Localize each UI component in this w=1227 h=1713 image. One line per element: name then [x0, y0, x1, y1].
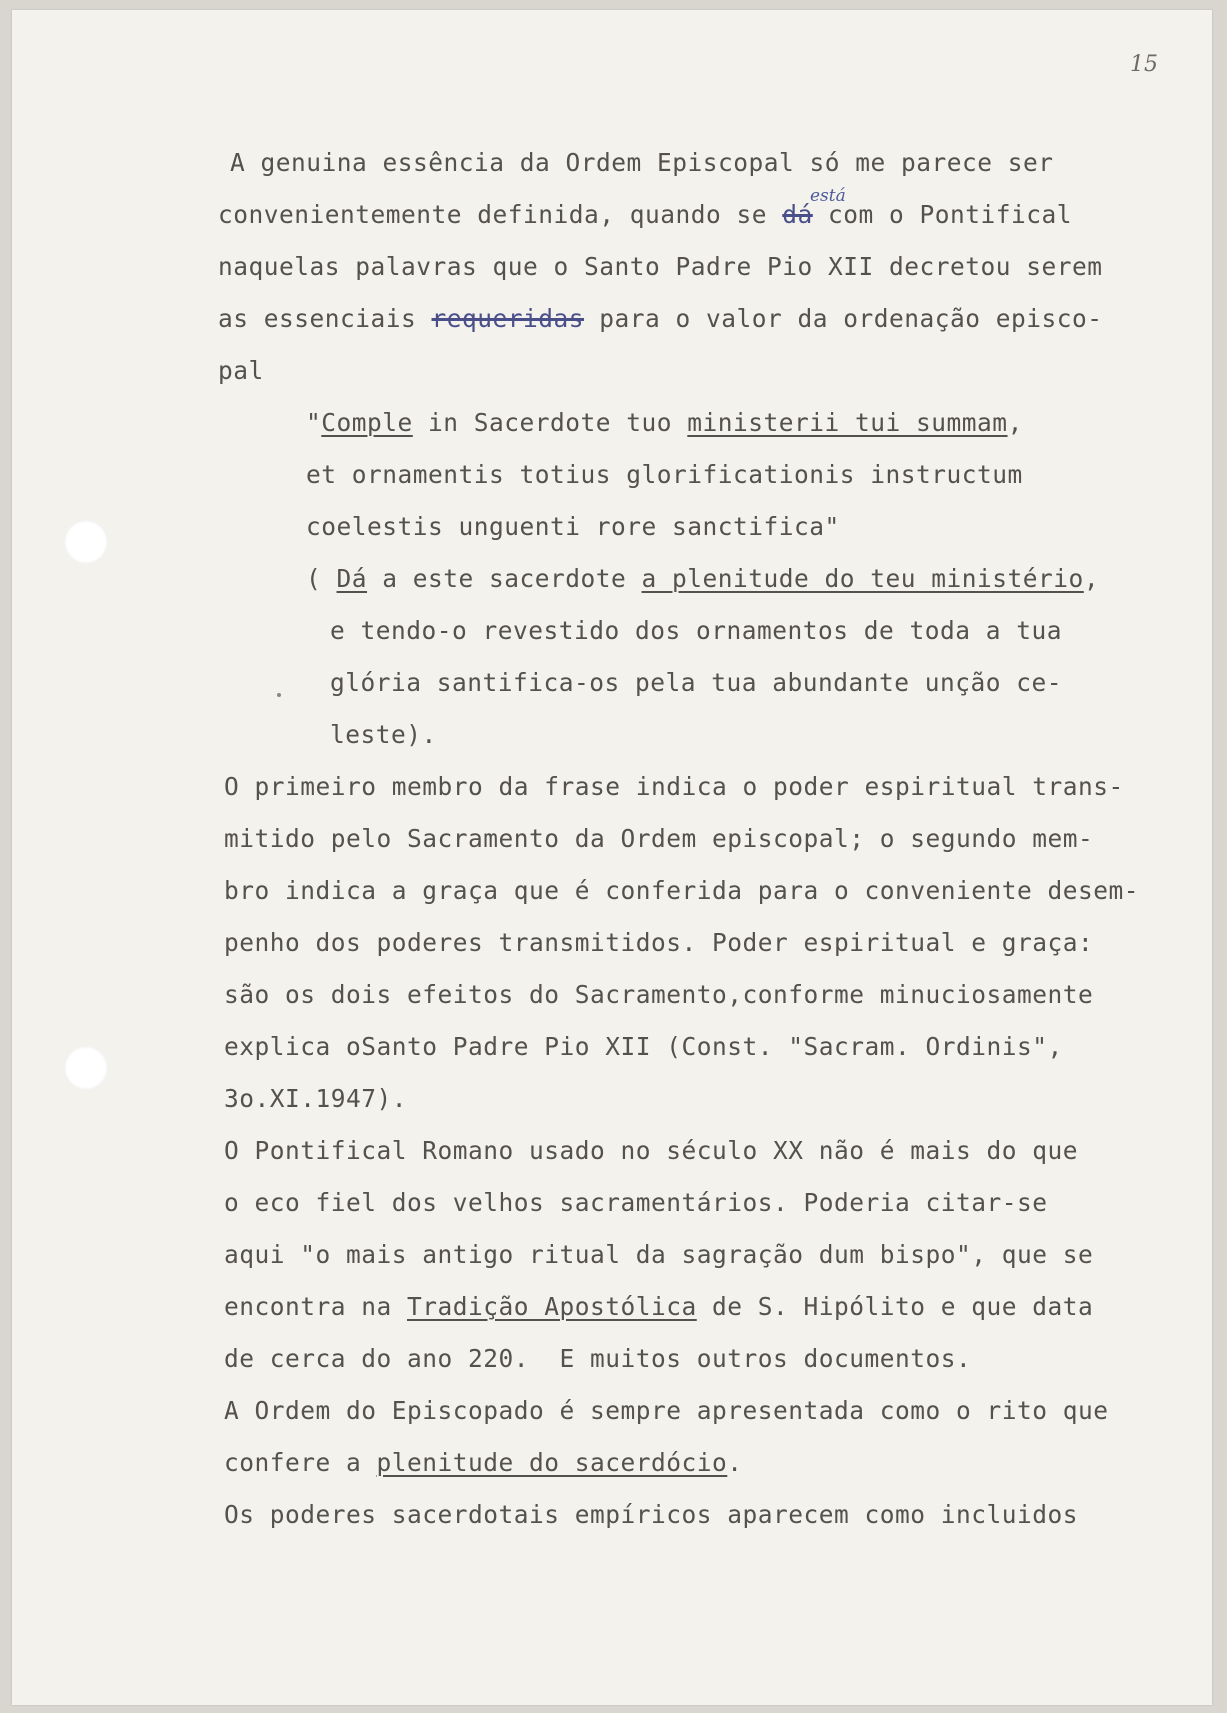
ink-dot [277, 693, 281, 697]
struck-word: requeridas [431, 304, 585, 333]
translation-line: leste). [330, 720, 437, 749]
text-line: aqui "o mais antigo ritual da sagração dum bispo", que se [224, 1240, 1094, 1269]
punch-hole [64, 1046, 108, 1090]
text-line: convenientemente definida, quando se dá com o Pontifical [218, 200, 1073, 229]
text-line: A Ordem do Episcopado é sempre apresentada como o rito que [224, 1396, 1109, 1425]
text-line: as essenciais requeridas para o valor da ordenação episco- [218, 304, 1103, 333]
text-line: o eco fiel dos velhos sacramentários. Poderia citar-se [224, 1188, 1048, 1217]
text-line: encontra na Tradição Apostólica de S. Hipólito e que data [224, 1292, 1094, 1321]
punch-hole [64, 520, 108, 564]
text-line: mitido pelo Sacramento da Ordem episcopal; o segundo mem- [224, 824, 1094, 853]
handwritten-insertion: está [810, 186, 846, 206]
text-line: 3o.XI.1947). [224, 1084, 408, 1113]
text-line: penho dos poderes transmitidos. Poder espiritual e graça: [224, 928, 1094, 957]
text-line: A genuina essência da Ordem Episcopal só me parece ser [230, 148, 1054, 177]
page-number: 15 [1130, 52, 1158, 77]
text-line: pal [218, 356, 264, 385]
text-line: são os dois efeitos do Sacramento,conforme minuciosamente [224, 980, 1094, 1009]
text-line: explica oSanto Padre Pio XII (Const. "Sacram. Ordinis", [224, 1032, 1063, 1061]
translation-line: ( Dá a este sacerdote a plenitude do teu ministério, [306, 564, 1100, 593]
translation-line: glória santifica-os pela tua abundante unção ce- [330, 668, 1063, 697]
text-line: de cerca do ano 220. E muitos outros documentos. [224, 1344, 972, 1373]
text-line: O primeiro membro da frase indica o poder espiritual trans- [224, 772, 1124, 801]
quote-line: et ornamentis totius glorificationis instructum [306, 460, 1023, 489]
quote-line: coelestis unguenti rore sanctifica" [306, 512, 840, 541]
quote-line: "Comple in Sacerdote tuo ministerii tui summam, [306, 408, 1023, 437]
text-line: naquelas palavras que o Santo Padre Pio XII decretou serem [218, 252, 1103, 281]
text-line: bro indica a graça que é conferida para o conveniente desem- [224, 876, 1140, 905]
text-line: O Pontifical Romano usado no século XX não é mais do que [224, 1136, 1079, 1165]
text-line: Os poderes sacerdotais empíricos aparecem como incluidos [224, 1500, 1079, 1529]
text-line: confere a plenitude do sacerdócio. [224, 1448, 743, 1477]
struck-word: dá [782, 200, 813, 229]
translation-line: e tendo-o revestido dos ornamentos de toda a tua [330, 616, 1063, 645]
document-page [12, 10, 1212, 1705]
